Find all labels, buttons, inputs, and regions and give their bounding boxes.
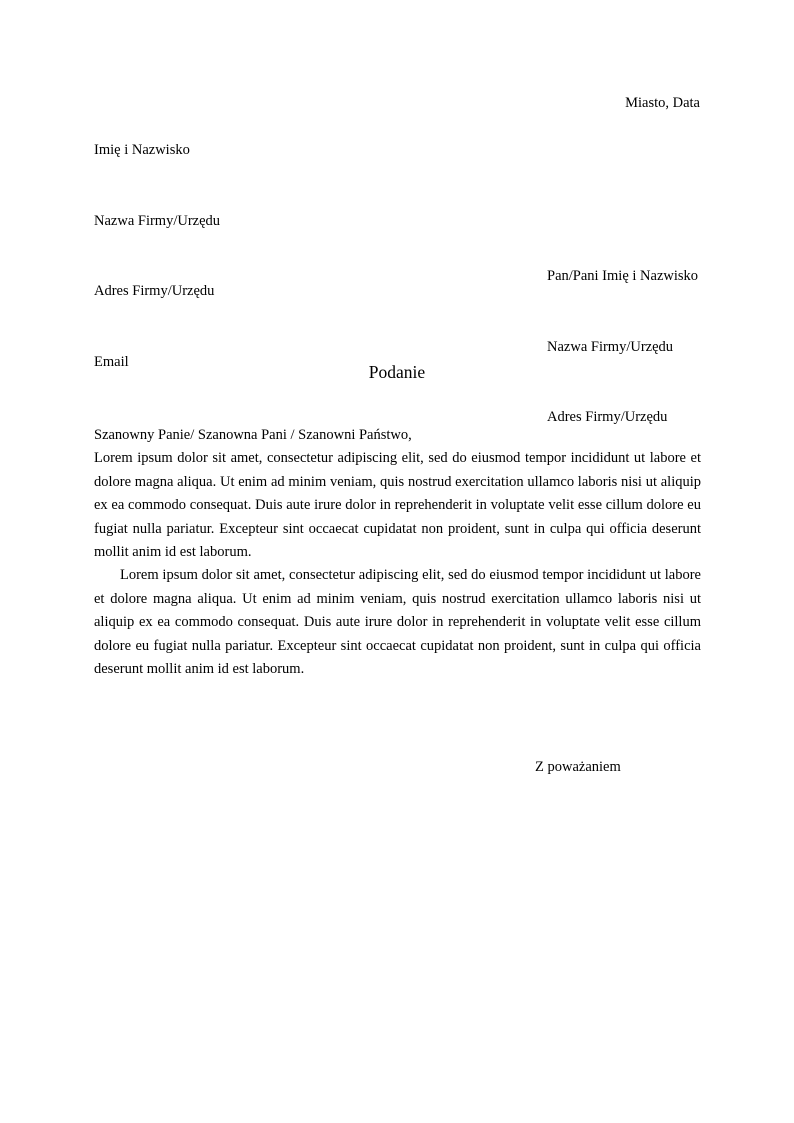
sender-name-line: Imię i Nazwisko: [94, 142, 190, 158]
city-date-line: Miasto, Data: [625, 95, 700, 111]
recipient-company-line: Nazwa Firmy/Urzędu: [547, 338, 674, 355]
document-title: Podanie: [368, 362, 426, 382]
recipient-address-line: Adres Firmy/Urzędu: [547, 409, 668, 425]
sender-company-line: Nazwa Firmy/Urzędu: [94, 212, 221, 229]
letter-body: [94, 424, 701, 681]
salutation-line: Szanowny Panie/ Szanowna Pani / Szanowni Państwo,: [94, 427, 412, 443]
body-paragraph-2: Lorem ipsum dolor sit amet, consectetur adipiscing elit, sed do eiusmod tempor incididunt ut labore et dolore magna aliqua. Ut enim ad minim veniam, quis nostrud exercitation ullamco laboris nisi ut aliquip ex ea commodo consequat. Duis aute irure dolor in reprehenderit in voluptate velit esse cillum dolore eu fugiat nulla pariatur. Excepteur sint occaecat cupidatat non proident, sunt in culpa qui officia deserunt mollit anim id est laborum.: [94, 567, 701, 678]
body-paragraph-1: Lorem ipsum dolor sit amet, consectetur adipiscing elit, sed do eiusmod tempor incididunt ut labore et dolore magna aliqua. Ut enim ad minim veniam, quis nostrud exercitation ullamco laboris nisi ut aliquip ex ea commodo consequat. Duis aute irure dolor in reprehenderit in voluptate velit esse cillum dolore eu fugiat nulla pariatur. Excepteur sint occaecat cupidatat non proident, sunt in culpa qui officia deserunt mollit anim id est laborum.: [94, 450, 701, 561]
sender-email-line: Email: [94, 353, 129, 370]
closing-line: Z poważaniem: [535, 759, 621, 775]
sender-address-line: Adres Firmy/Urzędu: [94, 283, 215, 299]
recipient-name-line: Pan/Pani Imię i Nazwisko: [547, 268, 699, 284]
